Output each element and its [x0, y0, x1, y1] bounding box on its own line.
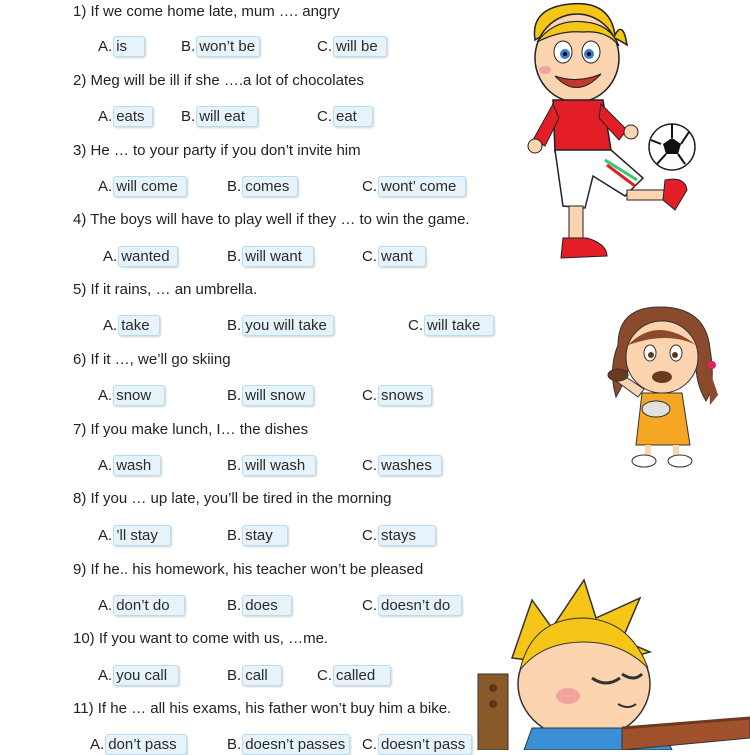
girl-eating-chocolate-illustration: [598, 305, 728, 470]
option-letter: B.: [227, 178, 242, 195]
answer-box[interactable]: wanted: [118, 246, 178, 267]
answer-box[interactable]: is: [113, 36, 145, 57]
option-letter: B.: [227, 736, 242, 753]
q7-option-b[interactable]: [227, 455, 316, 476]
option-letter: B.: [227, 387, 242, 404]
q2-option-c[interactable]: [317, 106, 373, 127]
q3-option-b[interactable]: [227, 176, 298, 197]
q6-option-b[interactable]: [227, 385, 314, 406]
answer-box[interactable]: won’t be: [196, 36, 260, 57]
q8-option-b[interactable]: [227, 525, 288, 546]
answer-box[interactable]: don’t do: [113, 595, 185, 616]
q1-option-b[interactable]: [181, 36, 260, 57]
option-letter: C.: [362, 597, 377, 614]
q9-option-b[interactable]: [227, 595, 292, 616]
question-10-text: 10) If you want to come with us, …me.: [73, 630, 329, 647]
q4-option-c[interactable]: [362, 246, 426, 267]
option-letter: C.: [362, 248, 377, 265]
answer-box[interactable]: called: [333, 665, 391, 686]
answer-box[interactable]: will take: [424, 315, 494, 336]
option-letter: A.: [98, 108, 113, 125]
answer-box[interactable]: wash: [113, 455, 161, 476]
option-letter: A.: [90, 736, 105, 753]
question-6-text: 6) If it …, we’ll go skiing: [73, 351, 231, 368]
answer-box[interactable]: doesn’t passes: [242, 734, 350, 755]
q7-option-a[interactable]: [98, 455, 161, 476]
question-1-text: 1) If we come home late, mum …. angry: [73, 3, 340, 20]
q11-option-b[interactable]: [227, 734, 350, 755]
q7-option-c[interactable]: [362, 455, 442, 476]
answer-box[interactable]: comes: [242, 176, 298, 197]
q1-option-c[interactable]: [317, 36, 387, 57]
option-letter: A.: [98, 597, 113, 614]
option-letter: B.: [181, 38, 196, 55]
question-3-text: 3) He … to your party if you don’t invite him: [73, 142, 361, 159]
option-letter: C.: [362, 527, 377, 544]
option-letter: C.: [317, 108, 332, 125]
option-letter: C.: [362, 178, 377, 195]
option-letter: B.: [181, 108, 196, 125]
q4-option-a[interactable]: [103, 246, 178, 267]
option-letter: C.: [317, 38, 332, 55]
option-letter: C.: [362, 736, 377, 753]
answer-box[interactable]: snow: [113, 385, 165, 406]
q2-option-a[interactable]: [98, 106, 153, 127]
option-letter: B.: [227, 317, 242, 334]
answer-box[interactable]: you call: [113, 665, 179, 686]
q8-option-a[interactable]: [98, 525, 171, 546]
answer-box[interactable]: will come: [113, 176, 187, 197]
answer-box[interactable]: eats: [113, 106, 153, 127]
option-letter: A.: [98, 667, 113, 684]
option-letter: B.: [227, 248, 242, 265]
answer-box[interactable]: stay: [242, 525, 288, 546]
question-8-text: 8) If you … up late, you’ll be tired in the morning: [73, 490, 392, 507]
q5-option-b[interactable]: [227, 315, 334, 336]
question-4-text: 4) The boys will have to play well if they … to win the game.: [73, 211, 470, 228]
answer-box[interactable]: will wash: [242, 455, 316, 476]
answer-box[interactable]: will want: [242, 246, 314, 267]
option-letter: B.: [227, 597, 242, 614]
q11-option-c[interactable]: [362, 734, 472, 755]
answer-box[interactable]: ’ll stay: [113, 525, 171, 546]
option-letter: C.: [317, 667, 332, 684]
option-letter: C.: [362, 457, 377, 474]
answer-box[interactable]: doesn’t do: [378, 595, 462, 616]
answer-box[interactable]: want: [378, 246, 426, 267]
answer-box[interactable]: eat: [333, 106, 373, 127]
answer-box[interactable]: take: [118, 315, 160, 336]
answer-box[interactable]: will be: [333, 36, 387, 57]
option-letter: C.: [408, 317, 423, 334]
answer-box[interactable]: will eat: [196, 106, 258, 127]
option-letter: C.: [362, 387, 377, 404]
option-letter: A.: [103, 248, 118, 265]
answer-box[interactable]: wont’ come: [378, 176, 466, 197]
option-letter: A.: [98, 38, 113, 55]
q6-option-a[interactable]: [98, 385, 165, 406]
q9-option-a[interactable]: [98, 595, 185, 616]
q3-option-a[interactable]: [98, 176, 187, 197]
option-letter: A.: [98, 457, 113, 474]
option-letter: A.: [98, 387, 113, 404]
q6-option-c[interactable]: [362, 385, 432, 406]
answer-box[interactable]: doesn’t pass: [378, 734, 472, 755]
answer-box[interactable]: stays: [378, 525, 436, 546]
q4-option-b[interactable]: [227, 246, 314, 267]
question-11-text: 11) If he … all his exams, his father won’t buy him a bike.: [73, 700, 452, 717]
q5-option-a[interactable]: [103, 315, 160, 336]
q3-option-c[interactable]: [362, 176, 466, 197]
option-letter: A.: [103, 317, 118, 334]
option-letter: A.: [98, 527, 113, 544]
question-2-text: 2) Meg will be ill if she ….a lot of chocolates: [73, 72, 364, 89]
q10-option-b[interactable]: [227, 665, 282, 686]
q11-option-a[interactable]: [90, 734, 187, 755]
sleepy-student-at-desk-illustration: [472, 578, 750, 750]
question-5-text: 5) If it rains, … an umbrella.: [73, 281, 258, 298]
question-9-text: 9) If he.. his homework, his teacher won’t be pleased: [73, 561, 424, 578]
answer-box[interactable]: washes: [378, 455, 442, 476]
option-letter: B.: [227, 457, 242, 474]
option-letter: B.: [227, 667, 242, 684]
option-letter: A.: [98, 178, 113, 195]
q1-option-a[interactable]: [98, 36, 145, 57]
answer-box[interactable]: don’t pass: [105, 734, 187, 755]
answer-box[interactable]: will snow: [242, 385, 314, 406]
q10-option-a[interactable]: [98, 665, 179, 686]
answer-box[interactable]: call: [242, 665, 282, 686]
q10-option-c[interactable]: [317, 665, 391, 686]
q5-option-c[interactable]: [408, 315, 494, 336]
q8-option-c[interactable]: [362, 525, 436, 546]
q2-option-b[interactable]: [181, 106, 258, 127]
boy-kicking-football-illustration: [515, 0, 700, 265]
answer-box[interactable]: does: [242, 595, 292, 616]
option-letter: B.: [227, 527, 242, 544]
q9-option-c[interactable]: [362, 595, 462, 616]
question-7-text: 7) If you make lunch, I… the dishes: [73, 421, 309, 438]
answer-box[interactable]: snows: [378, 385, 432, 406]
answer-box[interactable]: you will take: [242, 315, 334, 336]
